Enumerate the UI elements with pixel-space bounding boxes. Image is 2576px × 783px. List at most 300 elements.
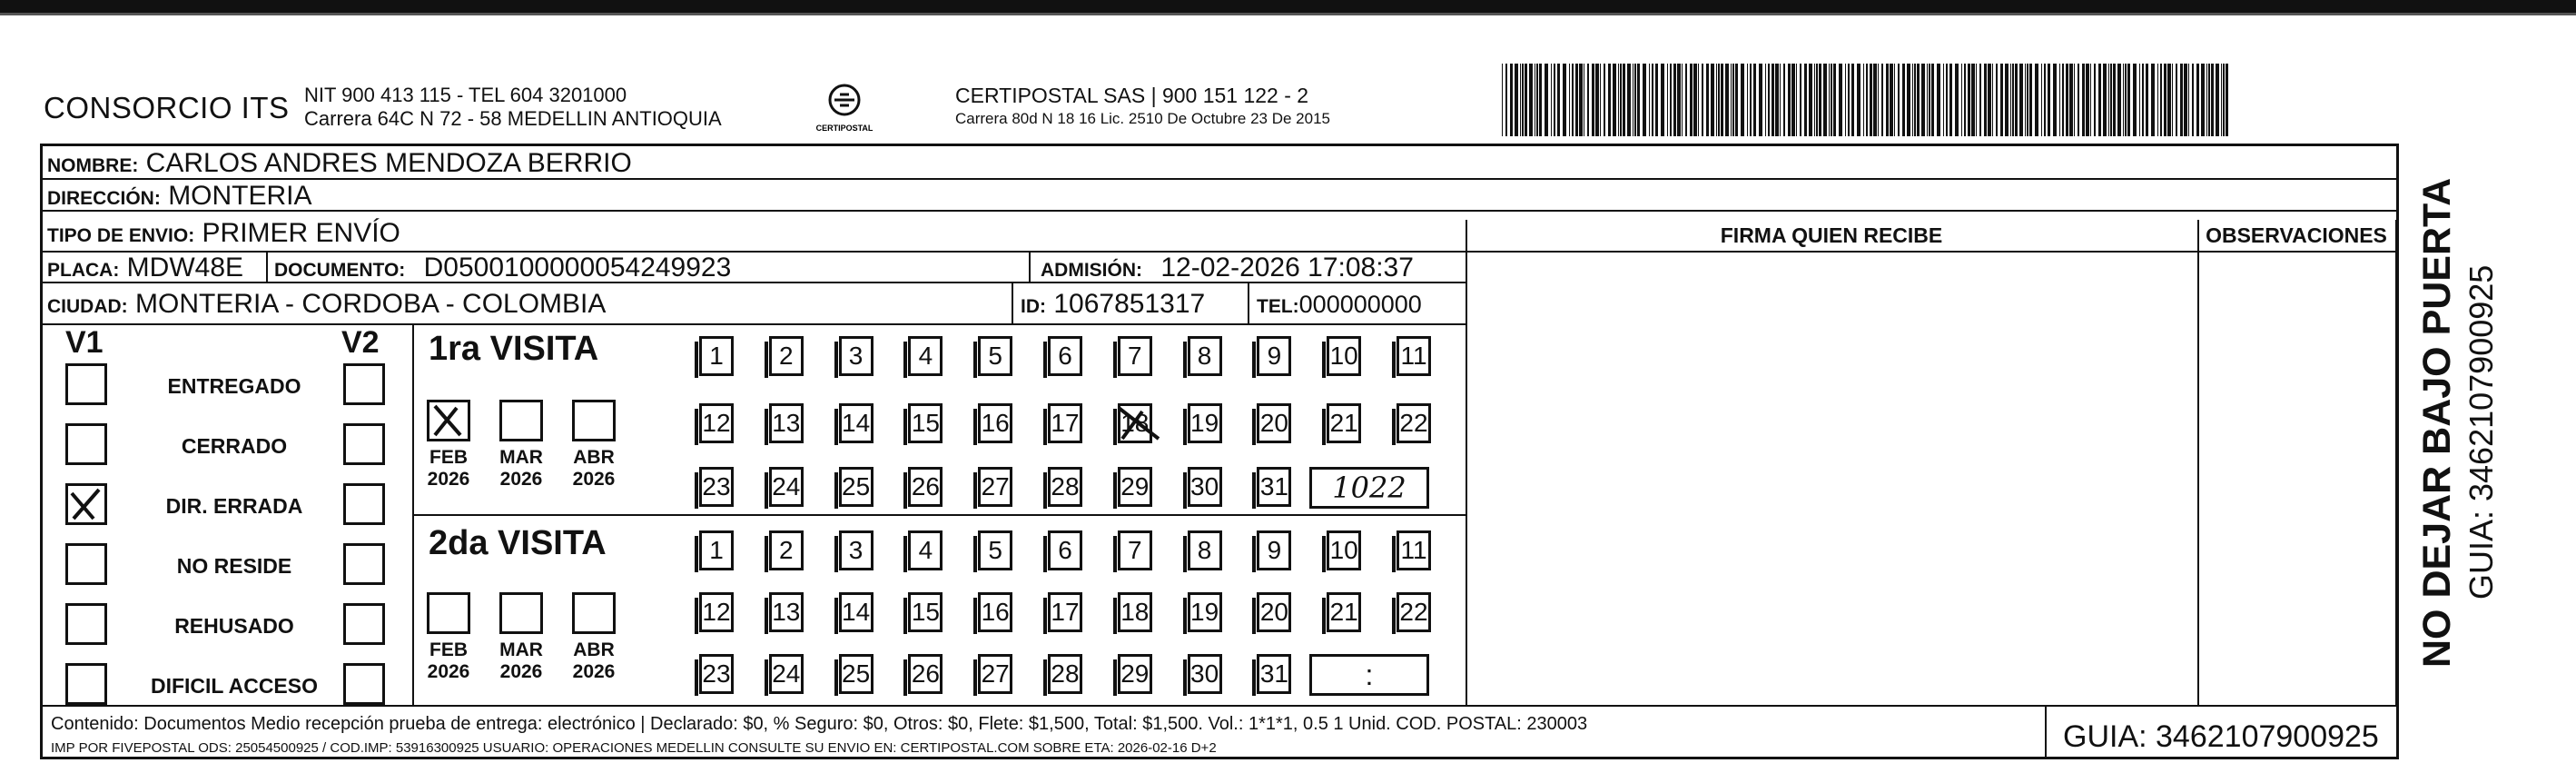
admision-field <box>1041 253 1414 283</box>
barcode-bar <box>2012 64 2014 136</box>
first-visit-title: 1ra VISITA <box>429 330 599 368</box>
barcode-bar <box>1747 64 1748 136</box>
barcode-bar <box>2074 64 2075 136</box>
barcode-bar <box>1706 64 1709 136</box>
barcode-bar <box>1685 64 1687 136</box>
day-checkbox[interactable]: 22 <box>1397 403 1431 443</box>
barcode-bar <box>1809 64 1812 136</box>
day-checkbox[interactable]: 1 <box>699 336 734 376</box>
barcode-bar <box>2086 64 2089 136</box>
barcode-bar <box>2094 64 2096 136</box>
barcode-bar <box>2082 64 2085 136</box>
barcode-bar <box>1536 64 1538 136</box>
barcode-bar <box>1510 64 1513 136</box>
day-checkbox[interactable]: 26 <box>908 467 943 507</box>
month-label <box>417 447 480 491</box>
status-label: DIR. ERRADA <box>165 494 303 518</box>
barcode-bar <box>1976 64 1977 136</box>
barcode-bar <box>1914 64 1916 136</box>
v2-checkbox[interactable] <box>343 663 385 705</box>
barcode-bar <box>1829 64 1830 136</box>
day-checkbox[interactable]: 15 <box>908 403 943 443</box>
id-label: ID: <box>1021 296 1046 317</box>
v2-header: V2 <box>341 325 380 360</box>
barcode-bar <box>1575 64 1578 136</box>
barcode-bar <box>2066 64 2068 136</box>
barcode-bar <box>1949 64 1952 136</box>
day-checkbox[interactable]: 17 <box>1048 592 1082 632</box>
tipo-envio-row <box>47 218 400 249</box>
day-checkbox[interactable]: 12 <box>699 403 734 443</box>
barcode-bar <box>2180 64 2183 136</box>
day-checkbox[interactable]: 9 <box>1257 336 1291 376</box>
barcode-bar <box>1702 64 1703 136</box>
month-year: 2026 <box>499 661 543 682</box>
day-checkbox[interactable]: 27 <box>978 654 1012 694</box>
day-checkbox[interactable]: 6 <box>1048 336 1082 376</box>
tel-label: TEL: <box>1257 296 1299 317</box>
barcode-bar <box>1783 64 1785 136</box>
firma-signature-area[interactable] <box>1469 254 2196 703</box>
barcode-bar <box>1592 64 1594 136</box>
day-checkbox[interactable]: 28 <box>1048 467 1082 507</box>
nombre-label: NOMBRE: <box>47 155 139 176</box>
day-checkbox[interactable]: 2 <box>769 336 804 376</box>
barcode-bar <box>1800 64 1801 136</box>
month-checkbox[interactable] <box>572 400 616 441</box>
barcode-bar <box>1721 64 1723 136</box>
day-checkbox[interactable]: 16 <box>978 592 1012 632</box>
day-checkbox[interactable]: 3 <box>839 336 873 376</box>
month-checkbox[interactable] <box>572 592 616 634</box>
id-value: 1067851317 <box>1053 289 1206 319</box>
day-checkbox[interactable]: 31 <box>1257 654 1291 694</box>
firma-left-border <box>1466 220 1467 705</box>
v2-checkbox[interactable] <box>343 543 385 585</box>
v1-header: V1 <box>65 325 104 360</box>
day-checkbox[interactable]: 24 <box>769 654 804 694</box>
barcode-bar <box>1839 64 1842 136</box>
barcode-bar <box>2146 64 2148 136</box>
barcode-bar <box>1505 64 1507 136</box>
barcode-bar <box>1890 64 1893 136</box>
barcode-bar <box>2048 64 2050 136</box>
barcode-bar <box>2098 64 2101 136</box>
footer-imp-line: IMP POR FIVEPOSTAL ODS: 25054500925 / COD.IMP: 53916300925 USUARIO: OPERACIONES MEDELLIN CONSULTE SU ENVIO EN: CERTIPOSTAL.COM SOBRE ETA: 2026-02-16 D+2 <box>51 740 1217 756</box>
v2-checkbox[interactable] <box>343 363 385 405</box>
ciudad-label: CIUDAD: <box>47 296 128 317</box>
barcode-bar <box>1816 64 1818 136</box>
status-label: CERRADO <box>181 434 288 458</box>
barcode-bar <box>1587 64 1589 136</box>
top-border <box>0 0 2576 13</box>
barcode-bar <box>2005 64 2008 136</box>
barcode-bar <box>1870 64 1872 136</box>
barcode-bar <box>1848 64 1850 136</box>
barcode-bar <box>1502 64 1503 136</box>
side-warning: NO DEJAR BAJO PUERTA <box>2415 177 2459 668</box>
barcode-bar <box>1711 64 1714 136</box>
barcode-bar <box>1569 64 1570 136</box>
barcode-bar <box>1961 64 1962 136</box>
direccion-row <box>47 181 312 212</box>
barcode-bar <box>1971 64 1975 136</box>
barcode-bar <box>1902 64 1905 136</box>
barcode-bar <box>2176 64 2177 136</box>
day-checkbox[interactable]: 10 <box>1327 336 1361 376</box>
tel-field <box>1257 291 1422 319</box>
barcode-bar <box>2127 64 2130 136</box>
barcode-bar <box>1851 64 1854 136</box>
barcode-bar <box>1655 64 1658 136</box>
month-year: 2026 <box>427 469 470 490</box>
row-divider <box>40 210 2399 212</box>
barcode-bar <box>1765 64 1766 136</box>
observaciones-area[interactable] <box>2201 254 2393 703</box>
id-field <box>1021 289 1205 320</box>
month-name: FEB <box>429 639 468 660</box>
day-checkbox[interactable]: 6 <box>1048 530 1082 570</box>
nombre-row <box>47 148 632 179</box>
barcode-bar <box>1968 64 1970 136</box>
barcode-bar <box>1545 64 1548 136</box>
barcode-bar <box>2035 64 2038 136</box>
barcode-bar <box>1522 64 1524 136</box>
day-checkbox[interactable]: 14 <box>839 592 873 632</box>
day-checkbox[interactable]: 5 <box>978 530 1012 570</box>
barcode-bar <box>2206 64 2207 136</box>
status-divider <box>412 323 414 705</box>
certipostal-name: CERTIPOSTAL SAS | 900 151 122 - 2 <box>955 84 1309 107</box>
barcode-bar <box>1814 64 1815 136</box>
day-checkbox[interactable]: 14 <box>839 403 873 443</box>
day-checkbox[interactable]: 10 <box>1327 530 1361 570</box>
month-label <box>489 639 553 683</box>
month-name: MAR <box>499 639 543 660</box>
day-checkbox[interactable]: 28 <box>1048 654 1082 694</box>
barcode-bar <box>1955 64 1959 136</box>
day-checkbox[interactable]: 29 <box>1118 467 1152 507</box>
barcode-bar <box>1595 64 1599 136</box>
status-label: NO RESIDE <box>176 554 292 578</box>
barcode-bar <box>2113 64 2116 136</box>
row-divider <box>40 323 1466 325</box>
day-checkbox[interactable]: 29 <box>1118 654 1152 694</box>
barcode-bar <box>1907 64 1910 136</box>
day-checkbox[interactable]: 31 <box>1257 467 1291 507</box>
barcode-bar <box>1964 64 1966 136</box>
placa-field <box>47 253 243 283</box>
day-checkbox[interactable]: 30 <box>1188 654 1222 694</box>
barcode-bar <box>1725 64 1729 136</box>
day-checkbox[interactable]: 11 <box>1397 336 1431 376</box>
day-checkbox[interactable]: 22 <box>1397 592 1431 632</box>
barcode-bar <box>1693 64 1697 136</box>
barcode-bar <box>2164 64 2166 136</box>
barcode-bar <box>1898 64 1900 136</box>
day-checkbox[interactable]: 26 <box>908 654 943 694</box>
first-visit-time[interactable]: 1022 <box>1309 467 1429 509</box>
month-label <box>562 447 626 491</box>
day-checkbox[interactable]: 19 <box>1188 403 1222 443</box>
barcode-bar <box>1996 64 1998 136</box>
documento-label: DOCUMENTO: <box>274 260 406 281</box>
day-checkbox[interactable]: 13 <box>769 592 804 632</box>
v2-checkbox[interactable] <box>343 483 385 525</box>
barcode-bar <box>2010 64 2011 136</box>
barcode-bar <box>1796 64 1797 136</box>
day-checkbox[interactable]: 9 <box>1257 530 1291 570</box>
check-mark-icon <box>1115 402 1162 442</box>
firma-header: FIRMA QUIEN RECIBE <box>1720 223 1943 247</box>
tel-value: 000000000 <box>1298 291 1422 318</box>
barcode-bar <box>2196 64 2199 136</box>
svg-text:CERTIPOSTAL: CERTIPOSTAL <box>815 124 873 133</box>
barcode-bar <box>1917 64 1920 136</box>
barcode-bar <box>2019 64 2023 136</box>
day-checkbox[interactable]: 20 <box>1257 403 1291 443</box>
barcode-bar <box>2015 64 2018 136</box>
month-name: ABR <box>573 447 615 468</box>
barcode-bar <box>1912 64 1913 136</box>
day-checkbox[interactable]: 15 <box>908 592 943 632</box>
direccion-label: DIRECCIÓN: <box>47 188 161 209</box>
day-checkbox[interactable]: 23 <box>699 467 734 507</box>
day-checkbox[interactable]: 30 <box>1188 467 1222 507</box>
barcode-bar <box>1886 64 1889 136</box>
day-checkbox[interactable]: 23 <box>699 654 734 694</box>
barcode-bar <box>2211 64 2214 136</box>
barcode-bar <box>2059 64 2060 136</box>
barcode-bar <box>2133 64 2137 136</box>
day-checkbox[interactable]: 12 <box>699 592 734 632</box>
column-header-divider <box>1466 251 2399 253</box>
barcode-bar <box>1943 64 1944 136</box>
day-checkbox[interactable]: 18 <box>1118 592 1152 632</box>
ciudad-row <box>47 289 606 320</box>
status-label: ENTREGADO <box>167 374 301 398</box>
barcode-bar <box>1731 64 1732 136</box>
barcode-bar <box>1673 64 1676 136</box>
day-checkbox[interactable]: 27 <box>978 467 1012 507</box>
barcode-bar <box>1819 64 1821 136</box>
tipo-envio-value: PRIMER ENVÍO <box>202 218 400 248</box>
direccion-value: MONTERIA <box>168 181 312 211</box>
barcode-bar <box>2226 64 2228 136</box>
company-contact <box>304 84 722 131</box>
barcode-bar <box>1529 64 1533 136</box>
barcode-bar <box>1735 64 1738 136</box>
day-checkbox[interactable]: 18 <box>1118 403 1152 443</box>
barcode-bar <box>2027 64 2028 136</box>
barcode-bar <box>1831 64 1832 136</box>
day-checkbox[interactable]: 8 <box>1188 530 1222 570</box>
barcode-bar <box>1984 64 1987 136</box>
barcode-bar <box>1677 64 1681 136</box>
barcode-bar <box>2167 64 2171 136</box>
second-visit-title: 2da VISITA <box>429 524 607 562</box>
day-checkbox[interactable]: 5 <box>978 336 1012 376</box>
v2-checkbox[interactable] <box>343 603 385 645</box>
barcode-bar <box>1572 64 1574 136</box>
barcode-bar <box>1931 64 1934 136</box>
barcode-bar <box>2172 64 2173 136</box>
nit-line: NIT 900 413 115 - TEL 604 3201000 <box>304 84 627 106</box>
barcode-bar <box>2192 64 2194 136</box>
barcode-bar <box>2125 64 2127 136</box>
company-name: CONSORCIO ITS <box>44 91 290 124</box>
barcode-bar <box>1992 64 1993 136</box>
month-checkbox[interactable] <box>499 592 543 634</box>
barcode-bar <box>1857 64 1860 136</box>
day-checkbox[interactable]: 13 <box>769 403 804 443</box>
barcode-bar <box>1600 64 1601 136</box>
month-checkbox[interactable] <box>499 400 543 441</box>
barcode-bar <box>1690 64 1693 136</box>
day-checkbox[interactable]: 3 <box>839 530 873 570</box>
barcode-bar <box>1775 64 1779 136</box>
barcode-bar <box>2117 64 2121 136</box>
barcode-bar <box>1604 64 1605 136</box>
day-checkbox[interactable]: 20 <box>1257 592 1291 632</box>
month-name: ABR <box>573 639 615 660</box>
barcode-bar <box>1929 64 1930 136</box>
barcode-bar <box>1618 64 1619 136</box>
barcode-bar <box>1894 64 1895 136</box>
barcode-bar <box>1946 64 1948 136</box>
day-checkbox[interactable]: 19 <box>1188 592 1222 632</box>
day-checkbox[interactable]: 21 <box>1327 403 1361 443</box>
day-checkbox[interactable]: 8 <box>1188 336 1222 376</box>
documento-field <box>274 253 731 283</box>
day-checkbox[interactable]: 25 <box>839 467 873 507</box>
observaciones-left-border <box>2197 220 2199 705</box>
status-label: DIFICIL ACCESO <box>150 674 318 698</box>
barcode-bar <box>2062 64 2064 136</box>
month-checkbox[interactable] <box>427 400 470 441</box>
second-visit-time[interactable]: : <box>1309 654 1429 696</box>
barcode-bar <box>1804 64 1807 136</box>
company-address: Carrera 64C N 72 - 58 MEDELLIN ANTIOQUIA <box>304 107 722 130</box>
barcode-bar <box>2044 64 2046 136</box>
barcode-bar <box>2029 64 2032 136</box>
day-checkbox[interactable]: 7 <box>1118 336 1152 376</box>
month-name: FEB <box>429 447 468 468</box>
barcode-bar <box>2041 64 2042 136</box>
barcode-bar <box>1563 64 1566 136</box>
day-checkbox[interactable]: 4 <box>908 530 943 570</box>
day-checkbox[interactable]: 16 <box>978 403 1012 443</box>
month-year: 2026 <box>499 469 543 490</box>
day-checkbox[interactable]: 4 <box>908 336 943 376</box>
placa-divider <box>266 251 268 282</box>
barcode-bar <box>2151 64 2155 136</box>
barcode-bar <box>2108 64 2109 136</box>
day-checkbox[interactable]: 7 <box>1118 530 1152 570</box>
barcode-bar <box>1750 64 1752 136</box>
barcode-bar <box>1873 64 1877 136</box>
barcode-bar <box>2157 64 2158 136</box>
barcode-bar <box>1539 64 1542 136</box>
barcode-bar <box>1520 64 1521 136</box>
barcode-bar <box>1667 64 1668 136</box>
side-guia: GUIA: 3462107900925 <box>2462 264 2500 600</box>
barcode-bar <box>1627 64 1631 136</box>
id-divider <box>1012 282 1013 323</box>
month-label <box>562 639 626 683</box>
observaciones-right-border <box>2395 220 2397 705</box>
certipostal-logo-icon <box>813 80 876 144</box>
placa-label: PLACA: <box>47 260 120 281</box>
barcode-bar <box>1845 64 1846 136</box>
barcode-bar <box>1772 64 1774 136</box>
barcode-bar <box>1863 64 1864 136</box>
day-checkbox[interactable]: 2 <box>769 530 804 570</box>
barcode-bar <box>1716 64 1717 136</box>
ciudad-value: MONTERIA - CORDOBA - COLOMBIA <box>135 289 607 319</box>
footer-guia-divider <box>2045 705 2047 759</box>
barcode-bar <box>1833 64 1836 136</box>
admision-divider <box>1029 251 1031 282</box>
barcode-bar <box>1768 64 1770 136</box>
barcode-bar <box>1698 64 1699 136</box>
v2-checkbox[interactable] <box>343 423 385 465</box>
day-checkbox[interactable]: 21 <box>1327 592 1361 632</box>
barcode-bar <box>1921 64 1925 136</box>
barcode-bar <box>1649 64 1650 136</box>
barcode-bar <box>1759 64 1762 136</box>
barcode-bar <box>1937 64 1940 136</box>
barcode-bar <box>1637 64 1640 136</box>
barcode-bar <box>2110 64 2112 136</box>
barcode-bar <box>1788 64 1791 136</box>
barcode-bar <box>2053 64 2057 136</box>
barcode-bar <box>1515 64 1518 136</box>
barcode-bar <box>2142 64 2144 136</box>
barcode-bar <box>2078 64 2079 136</box>
nombre-value: CARLOS ANDRES MENDOZA BERRIO <box>145 148 632 178</box>
day-checkbox[interactable]: 17 <box>1048 403 1082 443</box>
day-checkbox[interactable]: 1 <box>699 530 734 570</box>
barcode-bar <box>1791 64 1795 136</box>
month-checkbox[interactable] <box>427 592 470 634</box>
month-label <box>417 639 480 683</box>
barcode-bar <box>2139 64 2140 136</box>
barcode-bar <box>1732 64 1734 136</box>
barcode <box>1502 64 2228 136</box>
day-checkbox[interactable]: 11 <box>1397 530 1431 570</box>
barcode-bar <box>2223 64 2225 136</box>
barcode-bar <box>1718 64 1720 136</box>
barcode-bar <box>1866 64 1868 136</box>
day-checkbox[interactable]: 25 <box>839 654 873 694</box>
day-checkbox[interactable]: 24 <box>769 467 804 507</box>
barcode-bar <box>2188 64 2189 136</box>
barcode-bar <box>2184 64 2187 136</box>
barcode-bar <box>2208 64 2210 136</box>
barcode-bar <box>1979 64 1981 136</box>
barcode-bar <box>1613 64 1616 136</box>
barcode-bar <box>1579 64 1583 136</box>
barcode-bar <box>1881 64 1883 136</box>
admision-value: 12-02-2026 17:08:37 <box>1160 253 1414 282</box>
barcode-bar <box>1643 64 1646 136</box>
visit-divider <box>412 514 1466 516</box>
barcode-bar <box>1554 64 1555 136</box>
barcode-bar <box>1525 64 1527 136</box>
barcode-bar <box>2025 64 2026 136</box>
barcode-bar <box>1753 64 1756 136</box>
